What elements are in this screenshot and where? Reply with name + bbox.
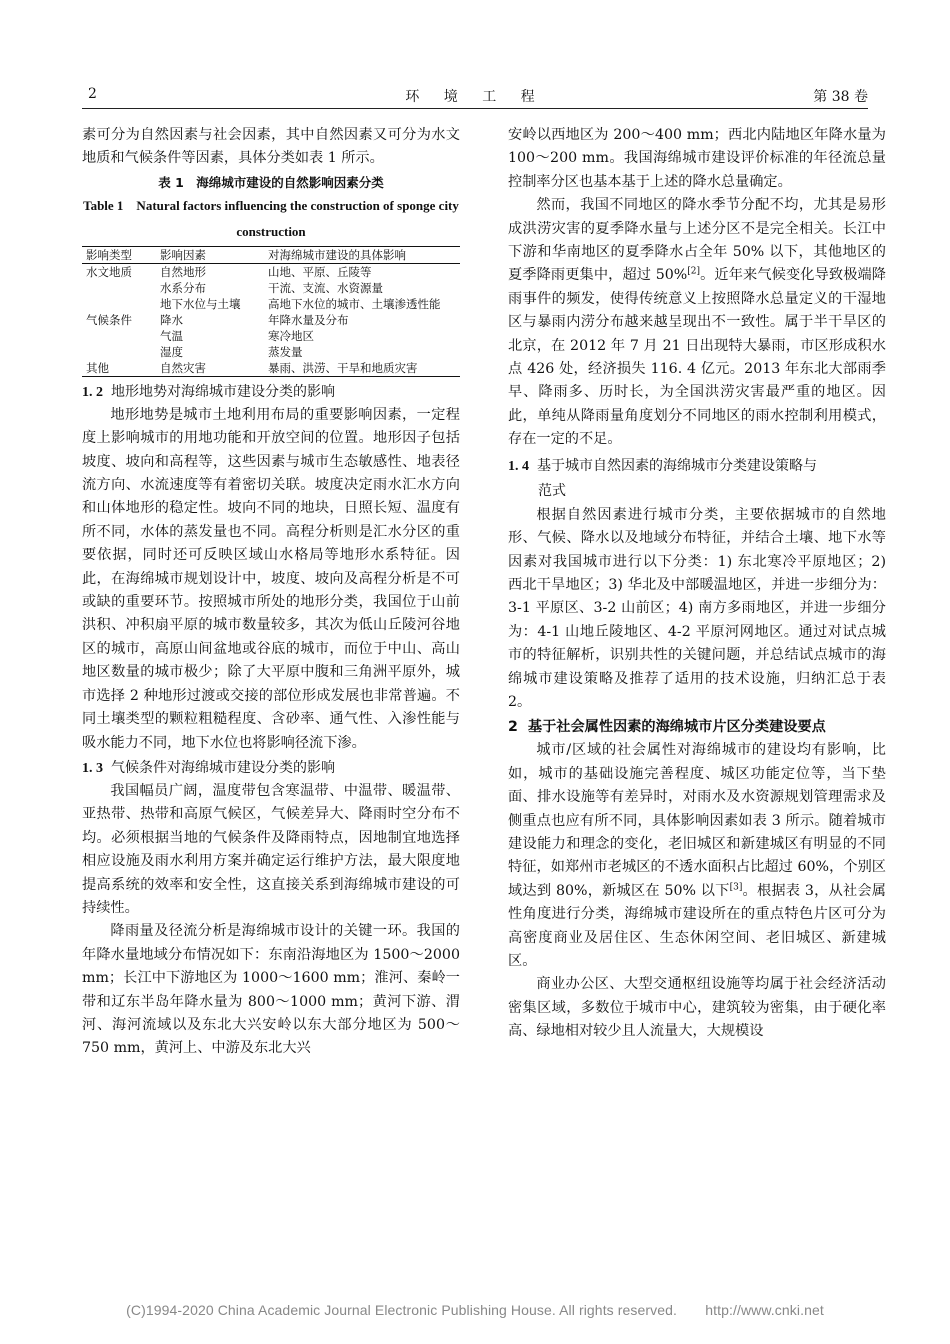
table-row: [82, 312, 460, 328]
journal-title: 环 境 工 程: [405, 89, 545, 105]
section-1-4-heading: [508, 454, 886, 504]
section-number: 2: [508, 719, 518, 736]
paragraph-season: [508, 194, 886, 451]
table-row: [82, 263, 460, 280]
table-cell: 蒸发量: [268, 344, 303, 359]
paragraph-commercial: 商业办公区、大型交通枢纽设施等均属于社会经济活动密集区域，多数位于城市中心，建筑较为密集，由于硬化率高、绿地相对较少且人流量大，大规模设: [508, 976, 886, 1040]
table-cell: 气候条件: [86, 312, 132, 327]
table-header-cell: 影响因素: [160, 247, 206, 262]
section-title: 地形地势对海绵城市建设分类的影响: [111, 383, 335, 400]
paragraph-climate: 我国幅员广阔，温度带包含寒温带、中温带、暖温带、亚热带、热带和高原气候区，气候差异大、降雨时空分布不均。必须根据当地的气候条件及降雨特点，因地制宜地选择相应设施及雨水利用方案并确定运行维护方法，最大限度地提高系统的效率和安全性，这直接关系到海绵城市建设的可持续性。: [82, 782, 460, 916]
table-cell: 暴雨、洪涝、干旱和地质灾害: [268, 360, 418, 375]
section-title: 气候条件对海绵城市建设分类的影响: [111, 759, 335, 776]
table-cell: 降水: [160, 312, 183, 327]
citation-ref: [2]: [687, 266, 700, 277]
table-cell: [82, 296, 156, 312]
table-cell: [82, 328, 156, 344]
section-title: 基于城市自然因素的海绵城市分类建设策略与: [537, 457, 817, 474]
table-cell: 寒冷地区: [268, 328, 314, 343]
table-cell: [82, 280, 156, 296]
table-cell: 水系分布: [160, 280, 206, 295]
table-cell: 自然灾害: [160, 360, 206, 375]
table-header-cell: 对海绵城市建设的具体影响: [268, 247, 406, 262]
table-header-cell: 影响类型: [86, 247, 132, 262]
paragraph-text: 。根据表 3，从社会属性角度进行分类，海绵城市建设所在的重点特色片区可分为高密度商业及居住区、生态休闲空间、老旧城区、新建城区。: [508, 882, 886, 969]
table-cell: 自然地形: [160, 264, 206, 279]
table-cell: 湿度: [160, 344, 183, 359]
section-number: 1. 2: [82, 384, 103, 400]
right-column: [508, 124, 886, 1044]
citation-ref: [3]: [729, 882, 743, 893]
table-cell: 水文地质: [86, 264, 132, 279]
table-cell: 山地、平原、丘陵等: [268, 264, 372, 279]
section-number: 1. 4: [508, 458, 529, 474]
table1: [82, 246, 460, 377]
paragraph-intro: 素可分为自然因素与社会因素，其中自然因素又可分为水文地质和气候条件等因素，具体分类如表 1 所示。: [82, 127, 460, 167]
section-title: 基于社会属性因素的海绵城市片区分类建设要点: [527, 719, 826, 736]
paragraph-text: 城市/区域的社会属性对海绵城市的建设均有影响，比如，城市的基础设施完善程度、城区功能定位等，当下垫面、排水设施等有差异时，对雨水及水资源规划管理需求及侧重点也应有所不同，具体影响因素如表 3 所示。随着城市建设能力和理念的变化，老旧城区和新建城区有明显的不同特征，如郑州市老城区的不透水面积占比超过 60%，个别区域达到 80%，新城区在 50% 以下: [508, 742, 886, 899]
section-1-3-heading: [82, 757, 460, 780]
table-cell: [82, 344, 156, 360]
table-header-row: [82, 246, 460, 263]
paragraph-social: [508, 739, 886, 973]
paragraph-terrain: 地形地势是城市土地利用布局的重要影响因素，一定程度上影响城市的用地功能和开放空间的位置。地形因子包括坡度、坡向和高程等，这些因素与城市生态敏感性、地表径流方向、水流速度等有着密切关联。坡度决定雨水汇水方向和山体地形的稳定性。坡向不同的地块，日照长短、温度有所不同，水体的蒸发量也不同。高程分析则是汇水分区的重要依据，同时还可反映区域山水格局等地形水系特征。因此，在海绵城市规划设计中，坡度、坡向及高程分析是不可或缺的重要环节。按照城市所处的地形分类，我国位于山前洪积、冲积扇平原的城市数量较多，其次为低山丘陵河谷地区的城市，高原山间盆地或谷底的城市，而位于中山、高山地区数量的城市极少；除了大平原中腹和三角洲平原外，城市选择 2 种地形过渡或交接的部位形成发展也非常普遍。不同土壤类型的颗粒粗糙程度、含砂率、通气性、入渗性能与吸水能力不同，地下水位也将影响径流下渗。: [82, 406, 460, 751]
table-cell: 其他: [86, 360, 109, 375]
page-number: 2: [88, 86, 97, 102]
table-row: [82, 360, 460, 377]
left-column: [82, 124, 460, 1061]
paragraph-text: 。近年来气候变化导致极端降雨事件的频发，使得传统意义上按照降水总量定义的干湿地区与暴雨内涝分布越来越呈现出不一致性。属于半干旱区的北京，在 2012 年 7 月 21 日出现特大暴雨，市区形成积水点 426 处，经济损失 116. 4 亿元。2013 年东北大部雨季早、降雨多、历时长，为全国洪涝灾害最严重的地区。因此，单纯从降雨量角度划分不同地区的雨水控制利用模式，存在一定的不足。: [508, 267, 886, 448]
table-row: [82, 328, 460, 344]
paragraph-classification: 根据自然因素进行城市分类，主要依据城市的自然地形、气候、降水以及地域分布特征，并结合土壤、地下水等因素对我国城市进行以下分类：1) 东北寒冷平原地区；2) 西北干旱地区；3) 华北及中部暖温地区，并进一步细分为：3-1 平原区、3-2 山前区；4) 南方多雨地区，并进一步细分为：4-1 山地丘陵地区、4-2 平原河网地区。通过对试点城市的特征解析，识别共性的关键问题，并总结试点城市的海绵城市建设策略及推荐了适用的技术设施，归纳汇总于表 2。: [508, 506, 886, 710]
table1-caption-en: Table 1 Natural factors influencing the construction of sponge city construction: [83, 197, 459, 239]
section-number: 1. 3: [82, 760, 103, 776]
table-row: [82, 280, 460, 296]
table-cell: 年降水量及分布: [268, 312, 349, 327]
section-2-heading: [508, 716, 886, 739]
section-title-cont: 范式: [538, 482, 566, 499]
table-cell: 干流、支流、水资源量: [268, 280, 383, 295]
paragraph-text: 然而，我国不同地区的降水季节分配不均，尤其是易形成洪涝灾害的夏季降水量与上述分区不是完全相关。长江中下游和华南地区的夏季降水占全年 50% 以下，其他地区的夏季降雨更集中，超过 50%: [508, 197, 886, 284]
table-cell: 高地下水位的城市、土壤渗透性能: [268, 296, 441, 311]
volume-label: 第 38 卷: [813, 89, 868, 105]
table-cell: 气温: [160, 328, 183, 343]
table-cell: 地下水位与土壤: [160, 296, 241, 311]
section-1-2-heading: [82, 381, 460, 404]
table-row: [82, 344, 460, 360]
paragraph-rainfall-cont: 安岭以西地区为 200～400 mm；西北内陆地区年降水量为 100～200 mm。我国海绵城市建设评价标准的年径流总量控制率分区也基本基于上述的降水总量确定。: [508, 127, 886, 190]
paragraph-rainfall: 降雨量及径流分析是海绵城市设计的关键一环。我国的年降水量地域分布情况如下：东南沿海地区为 1500～2000 mm；长江中下游地区为 1000～1600 mm；淮河、秦岭一带和辽东半岛年降水量为 800～1000 mm；黄河下游、渭河、海河流域以及东北大兴安岭以东大部分地区为 500～750 mm，黄河上、中游及东北大兴: [82, 923, 460, 1057]
copyright-footer: (C)1994-2020 China Academic Journal Electronic Publishing House. All rights reserved. http://www.cnki.net: [126, 1302, 824, 1318]
table1-caption-cn: 表 1 海绵城市建设的自然影响因素分类: [158, 174, 384, 190]
running-header: [82, 86, 868, 109]
table-row: [82, 296, 460, 312]
